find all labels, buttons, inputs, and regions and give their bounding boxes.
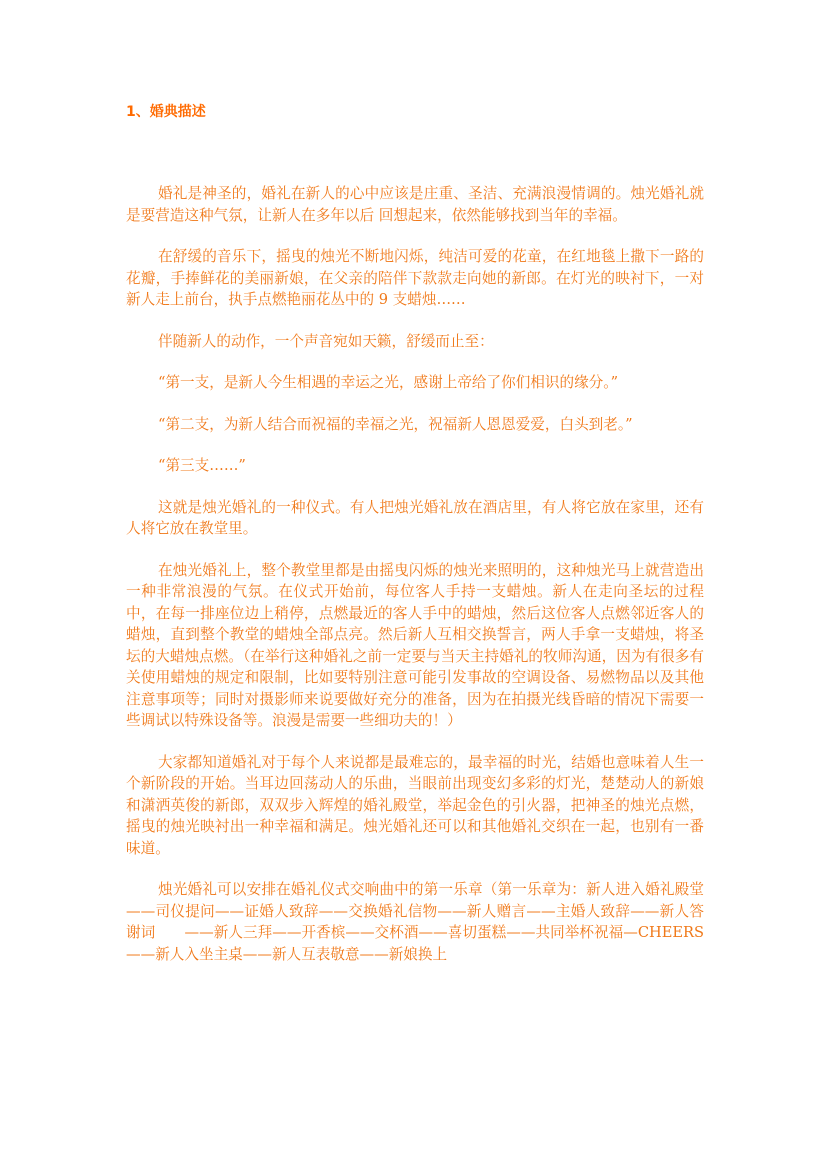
paragraph: 伴随新人的动作，一个声音宛如天籁，舒缓而止至： — [158, 332, 494, 350]
paragraph: “第一支，是新人今生相遇的幸运之光，感谢上帝给了你们相识的缘分。” — [158, 374, 619, 391]
paragraph: 婚礼是神圣的，婚礼在新人的心中应该是庄重、圣洁、充满浪漫情调的。烛光婚礼就是要营造这种气氛，让新人在多年以后 回想起来，依然能够找到当年的幸福。 — [126, 185, 704, 224]
paragraph: “第三支……” — [158, 457, 246, 474]
paragraph: 在舒缓的音乐下，摇曳的烛光不断地闪烁，纯洁可爱的花童，在红地毯上撒下一路的花瓣，手捧鲜花的美丽新娘，在父亲的陪伴下款款走向她的新郎。在灯光的映衬下，一对新人走上前台，执手点燃艳丽花丛中的 9 支蜡烛…… — [126, 248, 704, 308]
paragraph: 这就是烛光婚礼的一种仪式。有人把烛光婚礼放在酒店里，有人将它放在家里，还有人将它放在教堂里。 — [126, 498, 704, 537]
document-body — [126, 183, 704, 985]
section-heading: 1、婚典描述 — [126, 104, 206, 120]
paragraph: “第二支，为新人结合而祝福的幸福之光，祝福新人恩恩爱爱，白头到老。” — [158, 415, 633, 433]
paragraph: 烛光婚礼可以安排在婚礼仪式交响曲中的第一乐章（第一乐章为：新人进入婚礼殿堂——司仪提问——证婚人致辞——交换婚礼信物——新人赠言——主婚人致辞——新人答谢词 ——新人三拜——开香槟——交杯酒——喜切蛋糕——共同举杯祝福—CHEERS——新人入坐主桌——新人互表敬意——新娘换上 — [126, 881, 704, 963]
paragraph: 大家都知道婚礼对于每个人来说都是最难忘的，最幸福的时光，结婚也意味着人生一个新阶段的开始。当耳边回荡动人的乐曲，当眼前出现变幻多彩的灯光，楚楚动人的新娘和潇洒英俊的新郎，双双步入辉煌的婚礼殿堂，举起金色的引火器，把神圣的烛光点燃，摇曳的烛光映衬出一种幸福和满足。烛光婚礼还可以和其他婚礼交织在一起，也别有一番味道。 — [126, 753, 704, 857]
paragraph: 在烛光婚礼上，整个教堂里都是由摇曳闪烁的烛光来照明的，这种烛光马上就营造出一种非常浪漫的气氛。在仪式开始前，每位客人手持一支蜡烛。新人在走向圣坛的过程中，在每一排座位边上稍停，点燃最近的客人手中的蜡烛，然后这位客人点燃邻近客人的蜡烛，直到整个教堂的蜡烛全部点亮。然后新人互相交换誓言，两人手拿一支蜡烛，将圣坛的大蜡烛点燃。（在举行这种婚礼之前一定要与当天主持婚礼的牧师沟通，因为有很多有关使用蜡烛的规定和限制，比如要特别注意可能引发事故的空调设备、易燃物品以及其他注意事项等；同时对摄影师来说要做好充分的准备，因为在拍摄光线昏暗的情况下需要一些调试以特殊设备等。浪漫是需要一些细功夫的！） — [126, 561, 704, 729]
